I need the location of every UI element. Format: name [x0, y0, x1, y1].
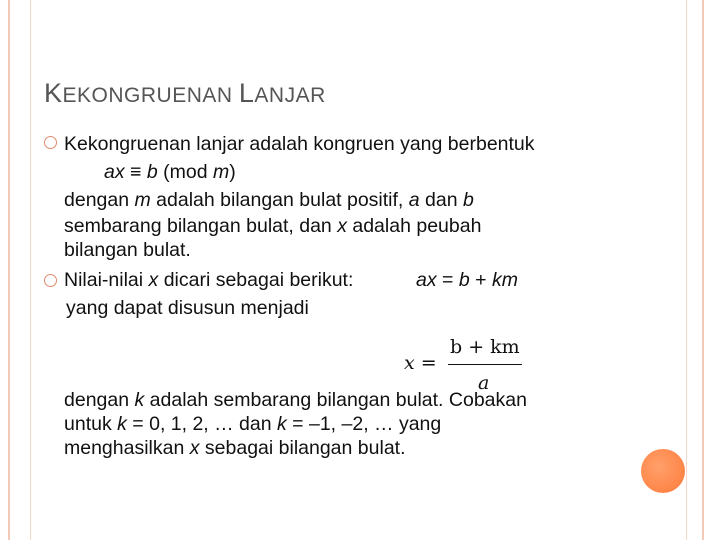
fraction-lhs: x = [404, 352, 437, 374]
after-line-1: dengan k adalah sembarang bilangan bulat. Cobakan [64, 389, 527, 411]
after-line-3: menghasilkan x sebagai bilangan bulat. [64, 437, 406, 459]
fraction-bar [448, 364, 522, 365]
bullet-icon [44, 274, 57, 287]
bullet-1-line-4: sembarang bilangan bulat, dan x adalah peubah [64, 215, 482, 237]
bullet-1-line-5: bilangan bulat. [64, 239, 191, 261]
right-rule [686, 0, 687, 540]
bullet-2-line-1: Nilai-nilai x dicari sebagai berikut: [64, 269, 354, 291]
decorative-circle [641, 449, 685, 493]
bullet-2-line-2: yang dapat disusun menjadi [66, 297, 309, 319]
fraction-numerator: b + km [450, 336, 520, 358]
bullet-icon [44, 136, 57, 149]
fraction-denominator: a [478, 372, 490, 394]
bullet-1-line-1: Kekongruenan lanjar adalah kongruen yang berbentuk [64, 133, 535, 155]
bullet-1-line-3: dengan m adalah bilangan bulat positif, a dan b [64, 189, 474, 211]
slide-title: KEKONGRUENAN LANJAR [44, 78, 326, 108]
congruence-expression: ax ≡ b (mod m) [104, 161, 236, 183]
formula: ax = b + km [416, 269, 518, 291]
after-line-2: untuk k = 0, 1, 2, … dan k = –1, –2, … yang [64, 413, 442, 435]
